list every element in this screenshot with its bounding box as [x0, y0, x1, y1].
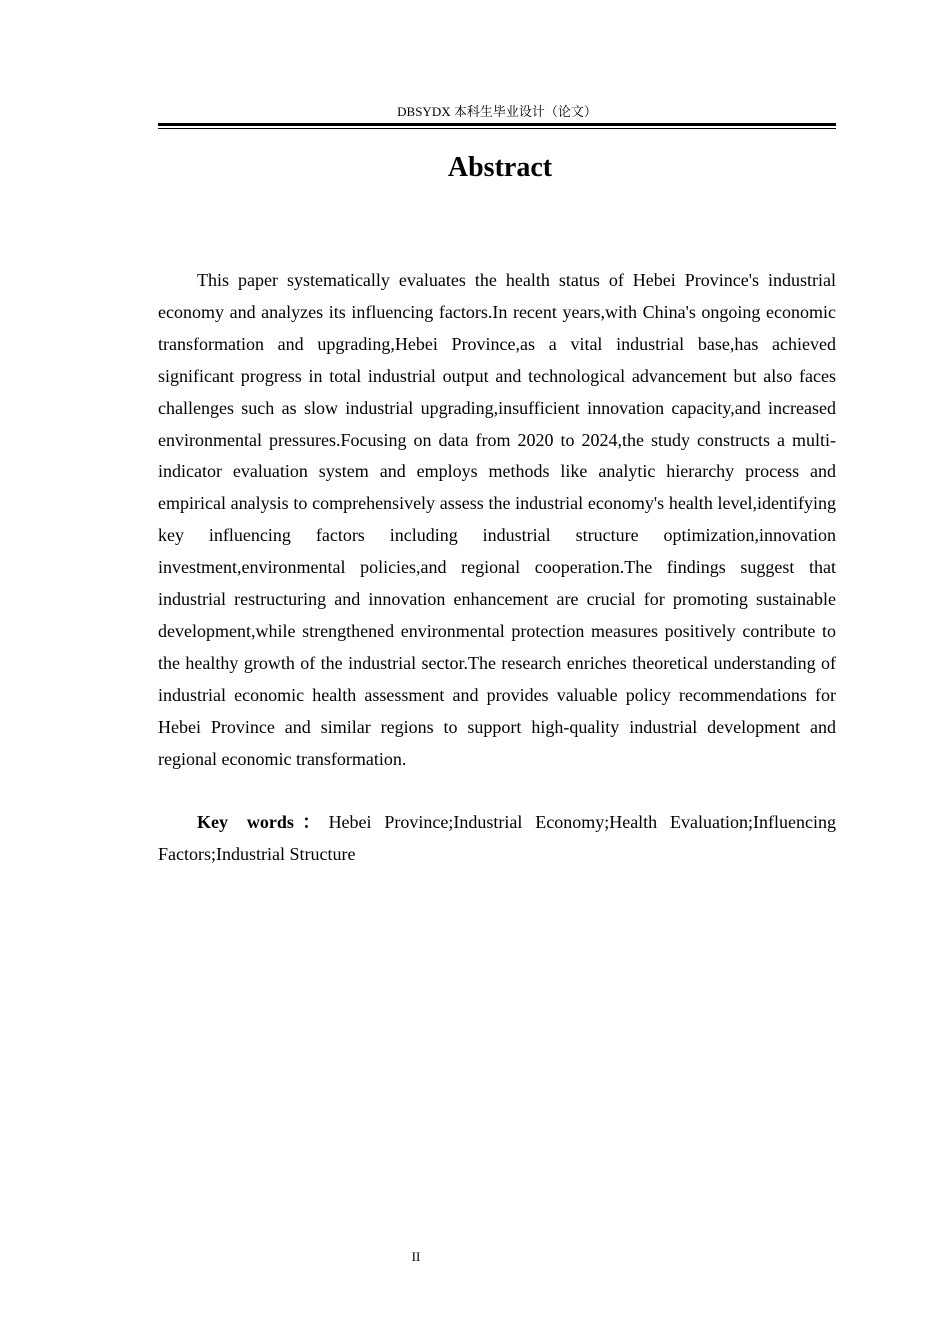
header-rule-thin	[158, 128, 836, 129]
keywords-value: Hebei Province;Industrial Economy;Health Evaluation;Influencing Factors;Industrial Structure	[158, 812, 836, 864]
running-header-text: DBSYDX 本科生毕业设计（论文）	[397, 104, 597, 119]
running-header	[158, 104, 836, 120]
keywords-paragraph	[158, 807, 836, 871]
header-double-rule	[158, 123, 836, 131]
page-number: II	[411, 1249, 421, 1264]
keywords-label: Key words：	[197, 812, 329, 832]
page-title: Abstract	[447, 152, 553, 183]
header-rule-thick	[158, 123, 836, 126]
abstract-paragraph: This paper systematically evaluates the health status of Hebei Province's industrial economy and analyzes its influencing factors.In recent years,with China's ongoing economic transformation and upgrading,Hebei Province,as a vital industrial base,has achieved significant progress in total industrial output and technological advancement but also faces challenges such as slow industrial upgrading,insufficient innovation capacity,and increased environmental pressures.Focusing on data from 2020 to 2024,the study constructs a multi-indicator evaluation system and employs methods like analytic hierarchy process and empirical analysis to comprehensively assess the industrial economy's health level,identifying key influencing factors including industrial structure optimization,innovation investment,environmental policies,and regional cooperation.The findings suggest that industrial restructuring and innovation enhancement are crucial for promoting sustainable development,while strengthened environmental protection measures positively contribute to the healthy growth of the industrial sector.The research enriches theoretical understanding of industrial economic health assessment and provides valuable policy recommendations for Hebei Province and similar regions to support high-quality industrial development and regional economic transformation.	[158, 270, 836, 769]
